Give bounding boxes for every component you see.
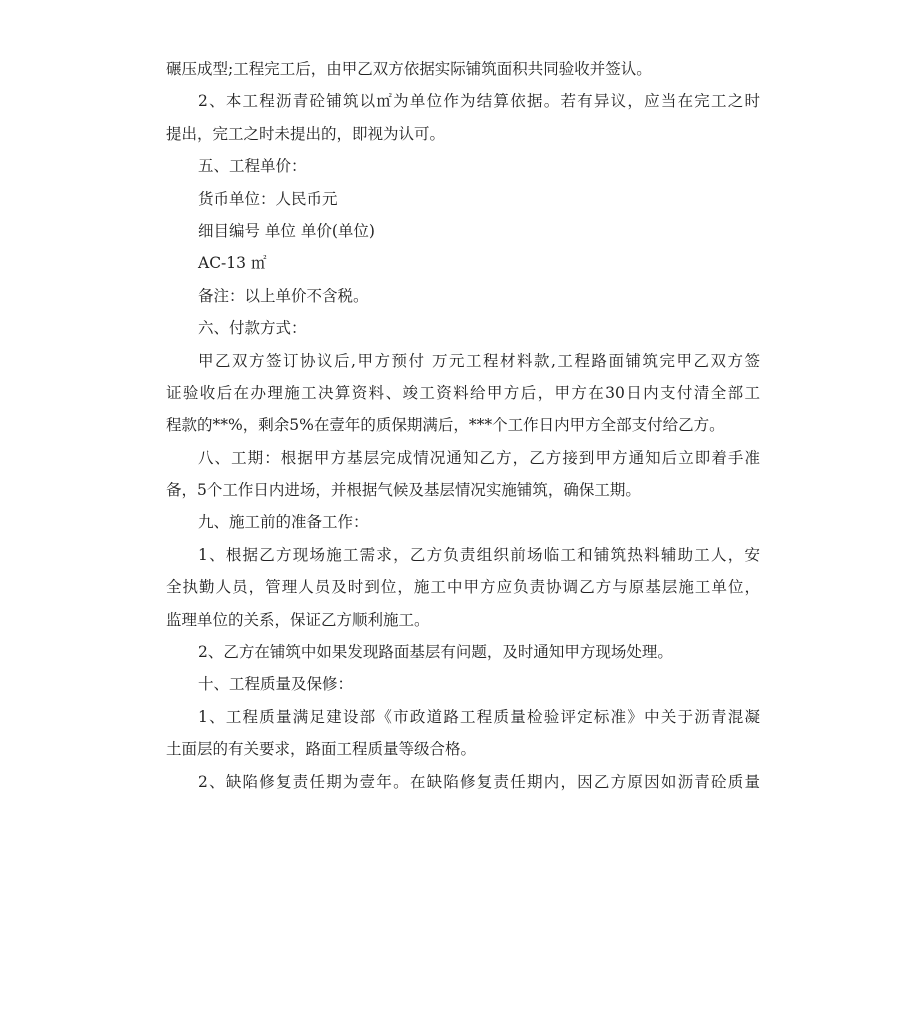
paragraph-line: 碾压成型;工程完工后，由甲乙双方依据实际铺筑面积共同验收并签认。: [166, 60, 652, 78]
paragraph-line: 备注：以上单价不含税。: [198, 286, 369, 305]
paragraph-line: 细目编号 单位 单价(单位): [198, 221, 375, 240]
paragraph-line: 全执勤人员，管理人员及时到位，施工中甲方应负责协调乙方与原基层施工单位，: [166, 578, 760, 597]
paragraph-line: 2、缺陷修复责任期为壹年。在缺陷修复责任期内，因乙方原因如沥青砼质量: [198, 772, 760, 791]
paragraph-line: 证验收后在办理施工决算资料、竣工资料给甲方后，甲方在30日内支付清全部工: [166, 383, 760, 402]
paragraph-line: AC-13 ㎡: [198, 254, 267, 273]
section-heading: 十、工程质量及保修：: [198, 675, 354, 694]
paragraph-line: 货币单位：人民币元: [198, 189, 338, 208]
paragraph-line: 备，5个工作日内进场，并根据气候及基层情况实施铺筑，确保工期。: [166, 481, 641, 500]
paragraph-line: 1、根据乙方现场施工需求，乙方负责组织前场临工和铺筑热料辅助工人，安: [198, 545, 760, 564]
section-heading: 九、施工前的准备工作：: [198, 513, 369, 532]
document-body: [166, 53, 760, 798]
paragraph-line: 土面层的有关要求，路面工程质量等级合格。: [166, 740, 477, 759]
section-heading: 五、工程单价：: [198, 157, 307, 176]
paragraph-line: 2、本工程沥青砼铺筑以㎡为单位作为结算依据。若有异议，应当在完工之时: [198, 92, 760, 111]
paragraph-line: 程款的**%，剩余5%在壹年的质保期满后，***个工作日内甲方全部支付给乙方。: [166, 416, 725, 435]
paragraph-line: 2、乙方在铺筑中如果发现路面基层有问题，及时通知甲方现场处理。: [198, 643, 673, 662]
paragraph-line: 监理单位的关系，保证乙方顺利施工。: [166, 610, 430, 629]
paragraph-line: 甲乙双方签订协议后,甲方预付 万元工程材料款,工程路面铺筑完甲乙双方签: [198, 351, 760, 370]
section-heading: 六、付款方式：: [198, 319, 307, 338]
paragraph-line: 提出，完工之时未提出的，即视为认可。: [166, 124, 446, 143]
paragraph-line: 1、工程质量满足建设部《市政道路工程质量检验评定标准》中关于沥青混凝: [198, 707, 760, 726]
paragraph-line: 八、工期：根据甲方基层完成情况通知乙方，乙方接到甲方通知后立即着手准: [198, 448, 760, 467]
